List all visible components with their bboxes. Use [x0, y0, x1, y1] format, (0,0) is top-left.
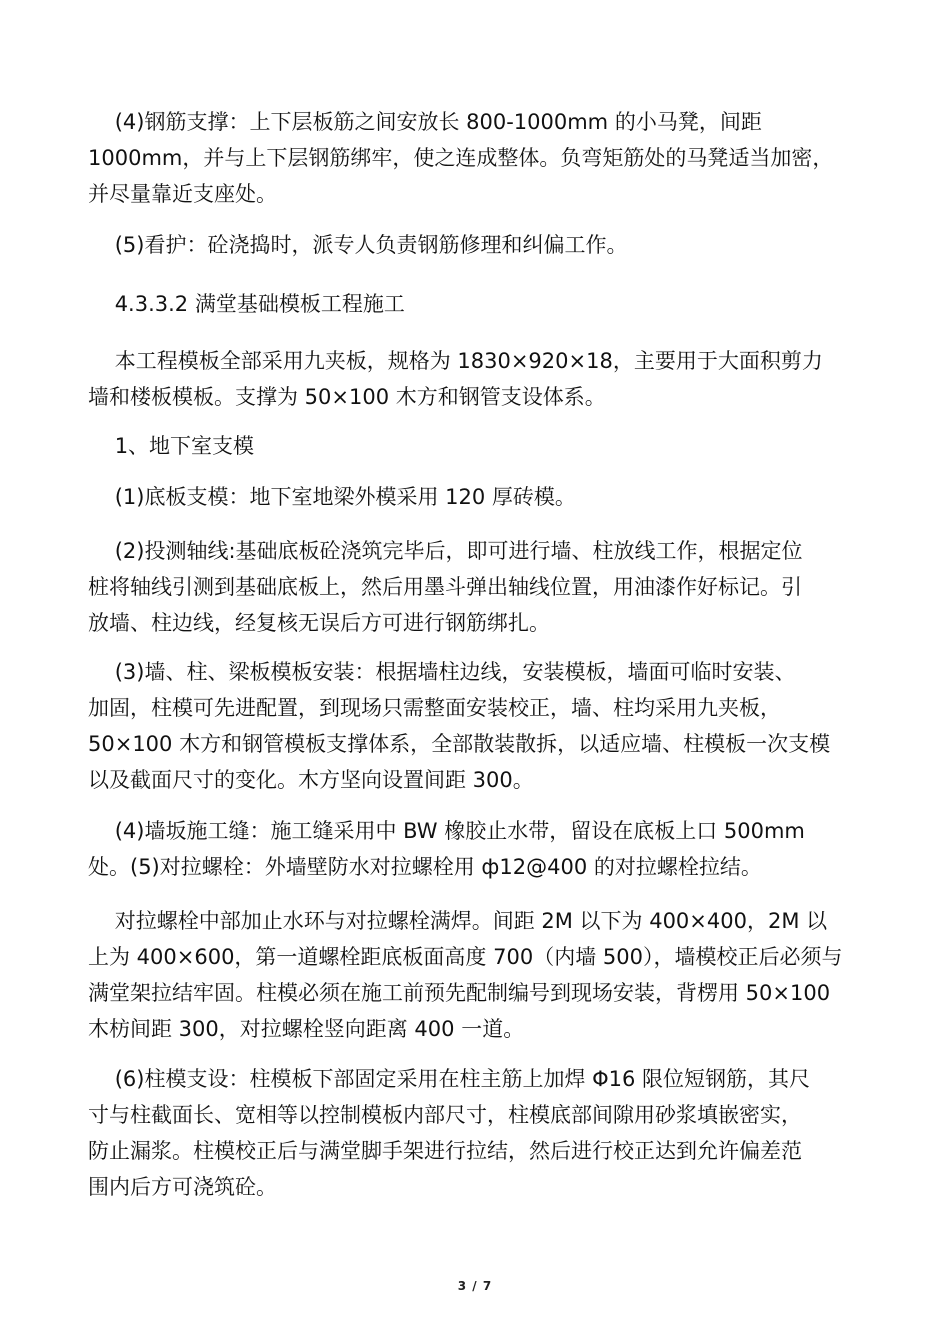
- text-line: 围内后方可浇筑砼。: [88, 1175, 277, 1199]
- text-line: (3)墙、柱、梁板模板安装：根据墙柱边线，安装模板，墙面可临时安装、: [88, 660, 796, 684]
- text-line: 本工程模板全部采用九夹板，规格为 1830×920×18，主要用于大面积剪力: [88, 349, 823, 373]
- text-line: 木枋间距 300，对拉螺栓竖向距离 400 一道。: [88, 1017, 525, 1041]
- text-line: 并尽量靠近支座处。: [88, 182, 277, 206]
- text-line: (5)看护：砼浇捣时，派专人负责钢筋修理和纠偏工作。: [88, 233, 628, 257]
- text-line: 桩将轴线引测到基础底板上，然后用墨斗弹出轴线位置，用油漆作好标记。引: [88, 575, 802, 599]
- subheading-basement: [88, 428, 860, 464]
- text-line: 上为 400×600，第一道螺栓距底板面高度 700（内墙 500），墙模校正后必须与: [88, 945, 843, 969]
- text-line: (4)墙坂施工缝：施工缝采用中 BW 橡胶止水带，留设在底板上口 500mm: [88, 819, 805, 843]
- text-line: 加固，柱模可先进配置，到现场只需整面安装校正，墙、柱均采用九夹板，: [88, 696, 781, 720]
- paragraph-formwork-intro: [88, 343, 860, 415]
- paragraph-care: [88, 227, 860, 263]
- text-line: 防止漏浆。柱模校正后与满堂脚手架进行拉结，然后进行校正达到允许偏差范: [88, 1139, 802, 1163]
- text-line: 4.3.3.2 满堂基础模板工程施工: [88, 292, 405, 316]
- text-line: (4)钢筋支撑：上下层板筋之间安放长 800-1000mm 的小马凳，间距: [88, 110, 762, 134]
- text-line: 放墙、柱边线，经复核无误后方可进行钢筋绑扎。: [88, 611, 550, 635]
- text-line: (6)柱模支设：柱模板下部固定采用在柱主筋上加焊 Φ16 限位短钢筋，其尺: [88, 1067, 811, 1091]
- text-line: 1、地下室支模: [88, 434, 255, 458]
- text-line: 满堂架拉结牢固。柱模必须在施工前预先配制编号到现场安装，背楞用 50×100: [88, 981, 831, 1005]
- text-line: 处。(5)对拉螺栓：外墙壁防水对拉螺栓用 ф12@400 的对拉螺栓拉结。: [88, 855, 762, 879]
- paragraph-tie-bolts: [88, 903, 860, 1047]
- paragraph-formwork-install: [88, 654, 860, 798]
- section-heading-formwork: [88, 286, 860, 322]
- text-line: (1)底板支模：地下室地梁外模采用 120 厚砖模。: [88, 485, 576, 509]
- text-line: 50×100 木方和钢管模板支撑体系，全部散装散拆，以适应墙、柱模板一次支模: [88, 732, 831, 756]
- text-line: 以及截面尺寸的变化。木方坚向设置间距 300。: [88, 768, 534, 792]
- text-line: 对拉螺栓中部加止水环与对拉螺栓满焊。间距 2M 以下为 400×400，2M 以: [88, 909, 828, 933]
- paragraph-bottom-formwork: [88, 479, 860, 515]
- text-line: (2)投测轴线:基础底板砼浇筑完毕后，即可进行墙、柱放线工作，根据定位: [88, 539, 803, 563]
- paragraph-axis-survey: [88, 533, 860, 641]
- text-line: 墙和楼板模板。支撑为 50×100 木方和钢管支设体系。: [88, 385, 606, 409]
- page-number: 3 / 7: [457, 1279, 493, 1293]
- paragraph-column-formwork: [88, 1061, 860, 1205]
- text-line: 寸与柱截面长、宽相等以控制模板内部尺寸，柱模底部间隙用砂浆填嵌密实，: [88, 1103, 802, 1127]
- paragraph-construction-joint: [88, 813, 860, 885]
- text-line: 1000mm，并与上下层钢筋绑牢，使之连成整体。负弯矩筋处的马凳适当加密，: [88, 146, 834, 170]
- paragraph-rebar-support: [88, 104, 860, 212]
